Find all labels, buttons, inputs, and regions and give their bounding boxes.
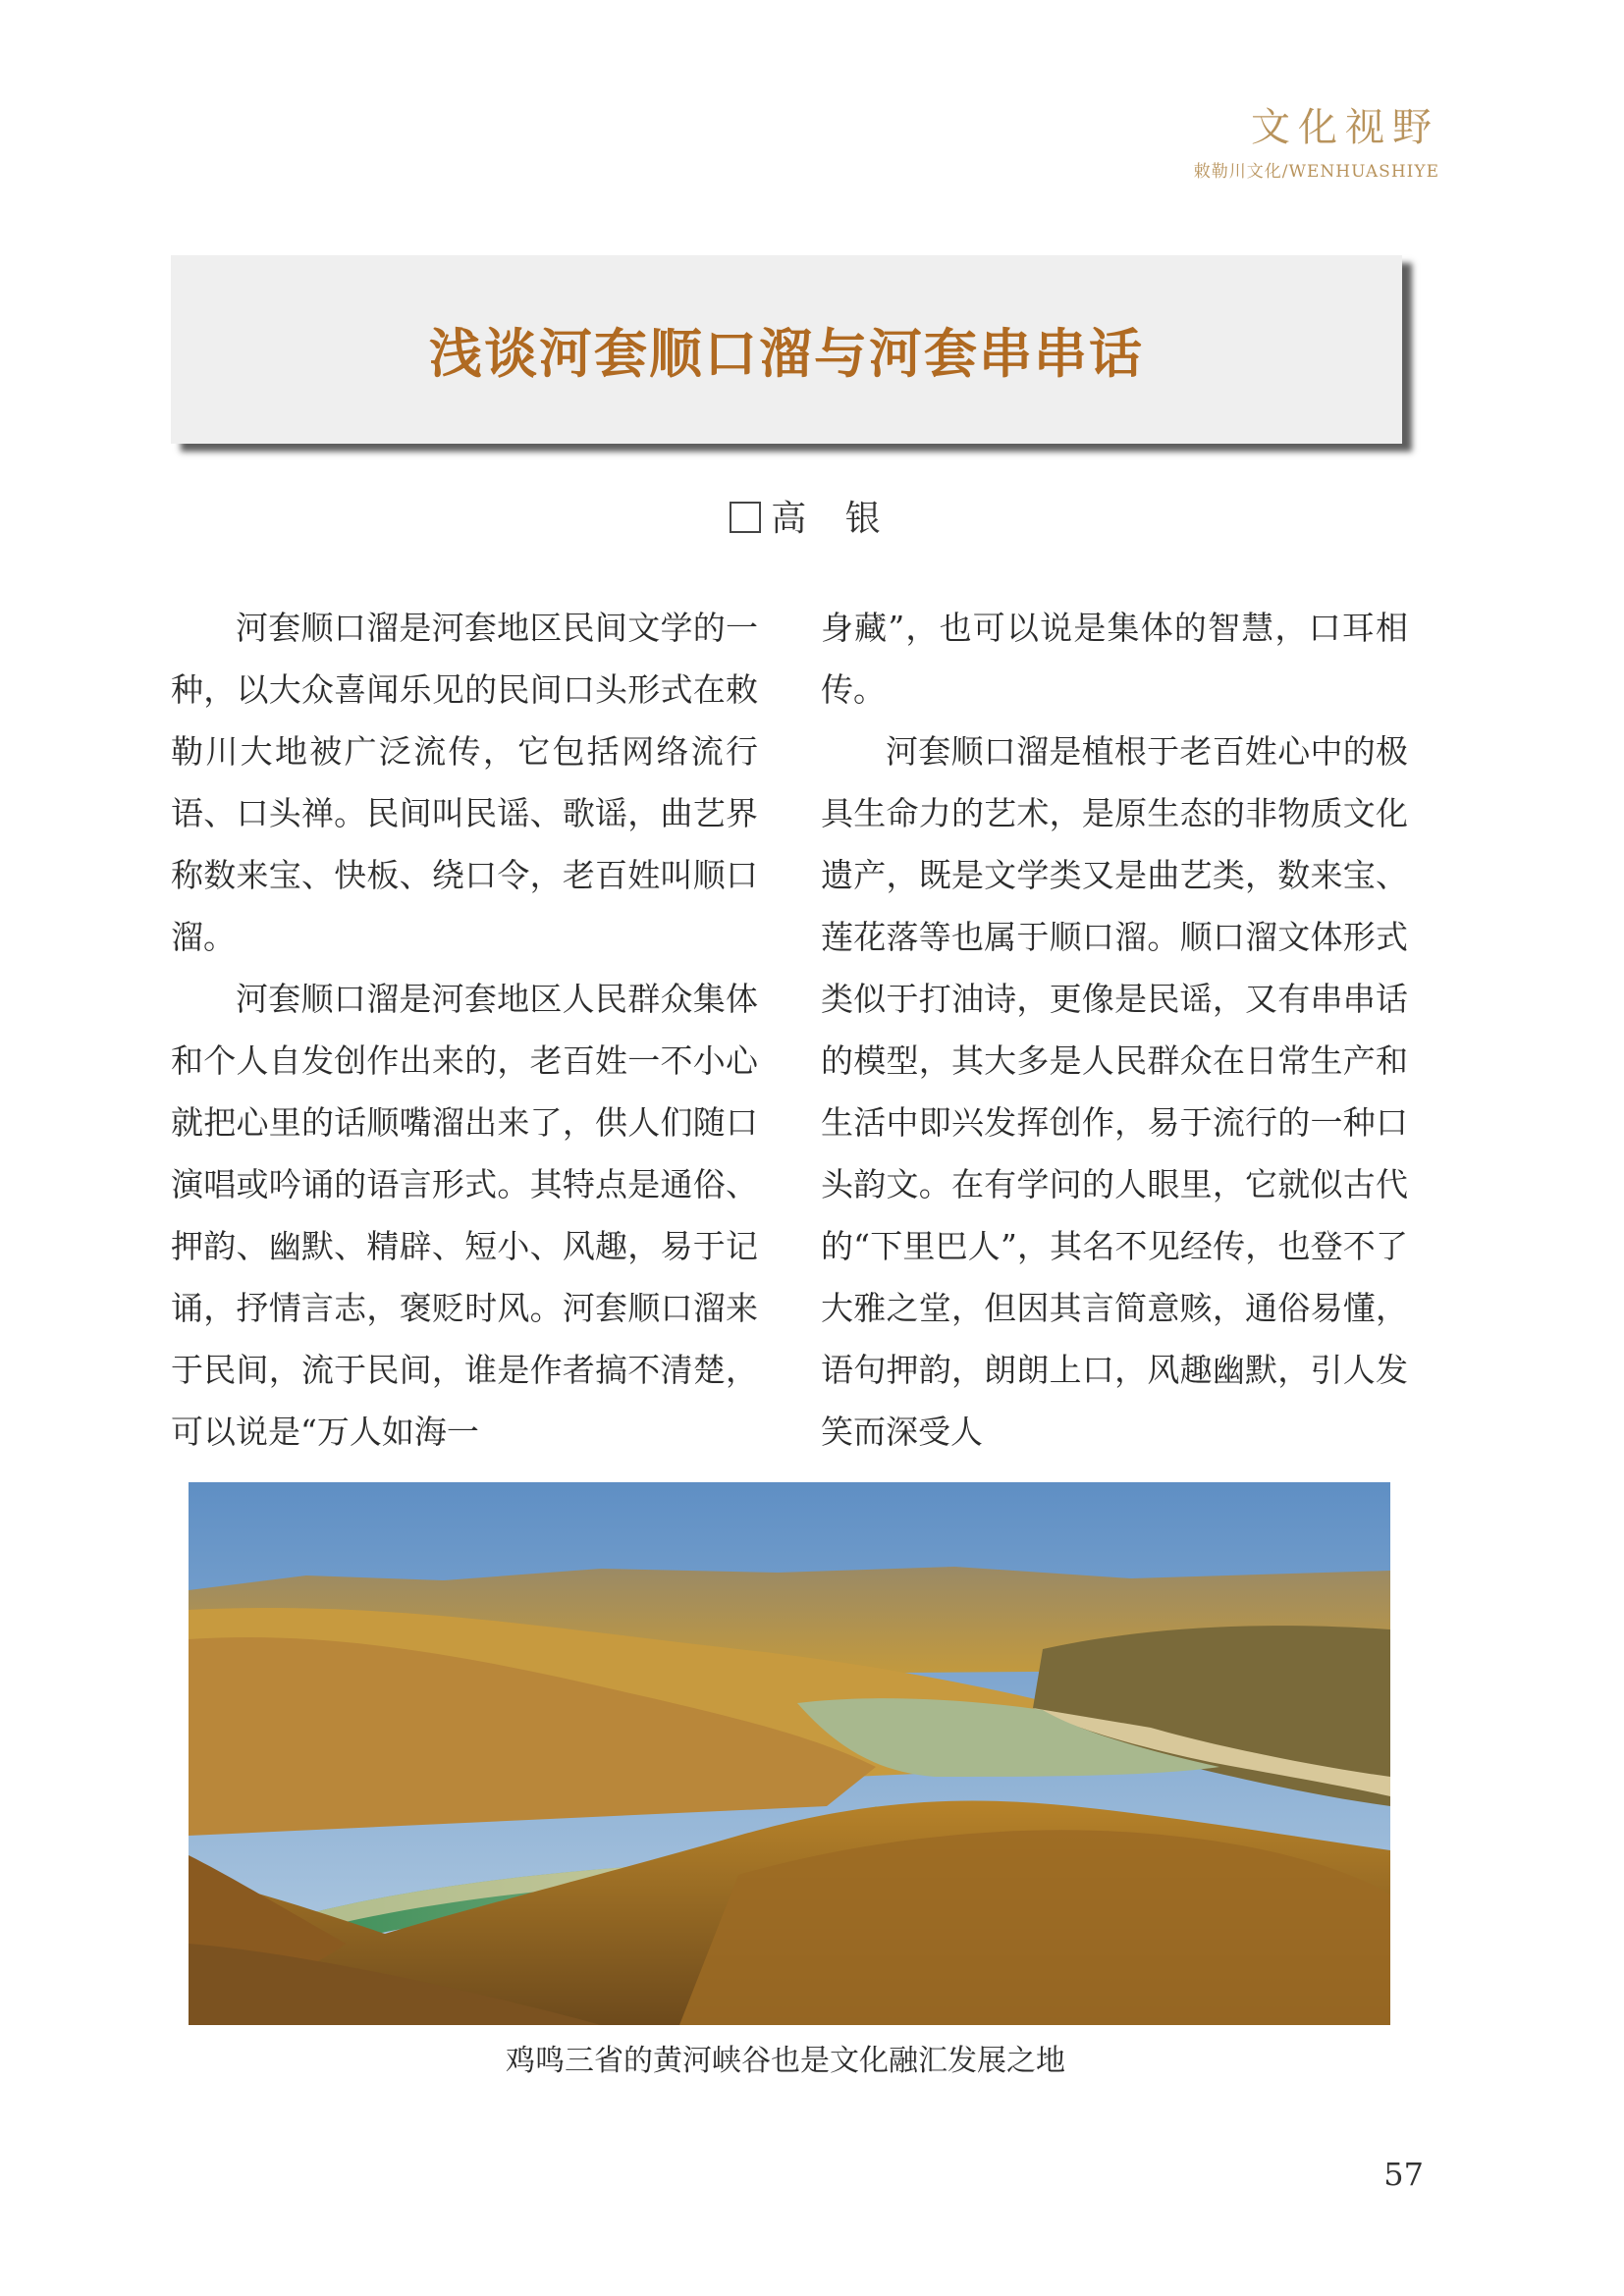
section-title: 文化视野 <box>1251 105 1439 150</box>
paragraph: 河套顺口溜是河套地区人民群众集体和个人自发创作出来的，老百姓一不小心就把心里的话顺嘴溜出来了，供人们随口演唱或吟诵的语言形式。其特点是通俗、押韵、幽默、精辟、短小、风趣，易于记诵，抒情言志，褒贬时风。河套顺口溜来于民间，流于民间，谁是作者搞不清楚，可以说是“万人如海一 <box>171 980 758 1451</box>
author-name: 高 银 <box>771 499 894 539</box>
title-banner <box>171 255 1402 444</box>
paragraph: 河套顺口溜是河套地区民间文学的一种，以大众喜闻乐见的民间口头形式在敕勒川大地被广泛流传，它包括网络流行语、口头禅。民间叫民谣、歌谣，曲艺界称数来宝、快板、绕口令，老百姓叫顺口溜。 <box>171 609 758 956</box>
body-column-right <box>821 597 1408 1463</box>
body-column-left <box>171 597 758 1463</box>
article-title: 浅谈河套顺口溜与河套串串话 <box>429 322 1144 385</box>
figure-caption: 鸡鸣三省的黄河峡谷也是文化融汇发展之地 <box>506 2044 1065 2078</box>
yellow-river-canyon-image <box>189 1482 1390 2025</box>
square-bullet-icon <box>730 502 761 533</box>
author-line <box>0 491 1624 541</box>
canyon-photo <box>189 1482 1390 2025</box>
section-subtitle: 敕勒川文化/WENHUASHIYE <box>1193 162 1439 182</box>
section-header <box>1194 106 1439 182</box>
paragraph: 河套顺口溜是植根于老百姓心中的极具生命力的艺术，是原生态的非物质文化遗产，既是文学类又是曲艺类，数来宝、莲花落等也属于顺口溜。顺口溜文体形式类似于打油诗，更像是民谣，又有串串话的模型，其大多是人民群众在日常生产和生活中即兴发挥创作，易于流行的一种口头韵文。在有学问的人眼里，它就似古代的“下里巴人”，其名不见经传，也登不了大雅之堂，但因其言简意赅，通俗易懂，语句押韵，朗朗上口，风趣幽默，引人发笑而深受人 <box>821 732 1408 1451</box>
paragraph: 身藏”，也可以说是集体的智慧，口耳相传。 <box>821 609 1408 709</box>
page-number: 57 <box>1383 2156 1424 2193</box>
